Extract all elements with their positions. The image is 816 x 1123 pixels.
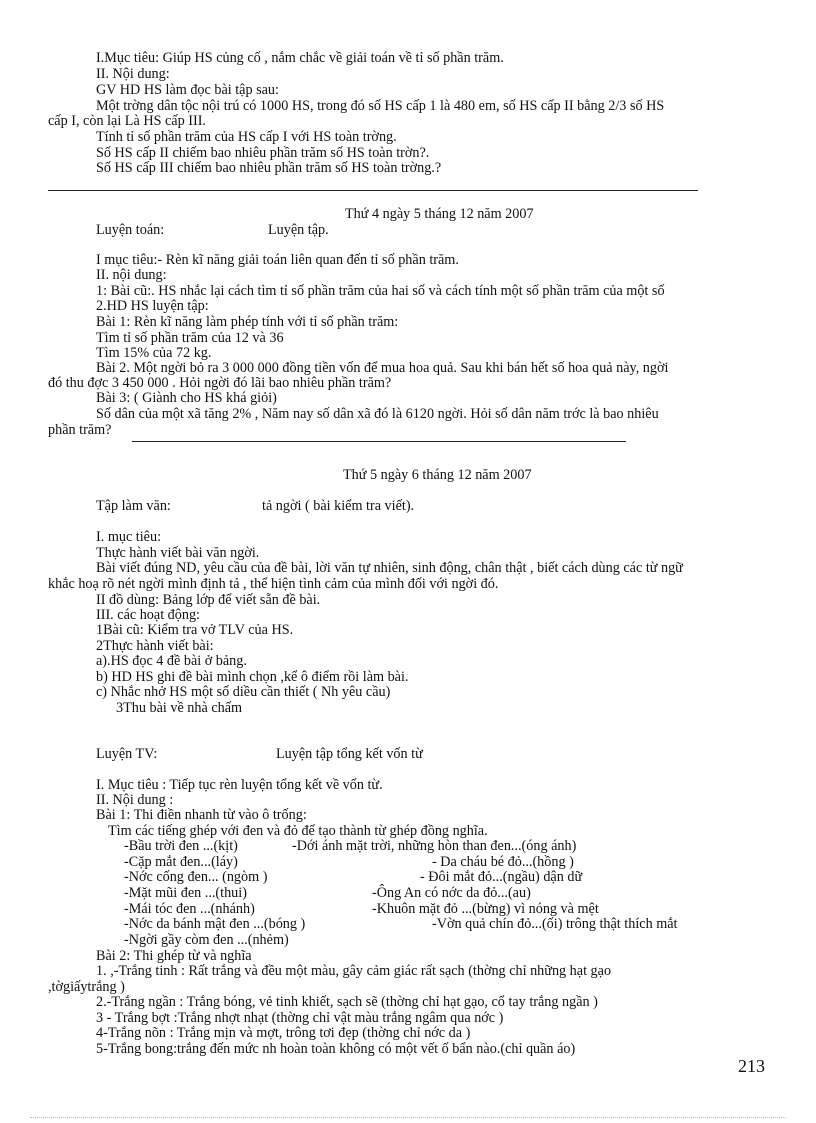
s2-line-9: đó thu đợc 3 450 000 . Hỏi ngời đó lãi bao nhiêu phần trăm? [48,375,392,391]
s4-subject: Luyện TV: [96,746,158,762]
divider-2 [132,441,626,442]
s3-subject: Tập làm văn: [96,498,171,514]
s3-line-8: 2Thực hành viết bài: [96,638,214,654]
word-pair-left-6: -Nớc da bánh mật đen ...(bóng ) [124,916,306,932]
s3-line-12: 3Thu bài về nhà chấm [116,700,243,716]
s4-line-2: II. Nội dung : [96,792,174,808]
s2-line-4: 2.HD HS luyện tập: [96,298,209,314]
s3-line-5: II đồ dùng: Bảng lớp để viết sẵn đề bài. [96,592,321,608]
s3-line-1: I. mục tiêu: [96,529,162,545]
word-pair-left-3: -Nớc cống đen... (ngòm ) [124,869,268,885]
s1-line-2: II. Nội dung: [96,66,170,82]
word-pair-left-1: -Bầu trời đen ...(kịt) [124,838,238,854]
s3-date: Thứ 5 ngày 6 tháng 12 năm 2007 [343,467,532,483]
word-pair-right-3: - Đôi mắt đỏ...(ngầu) dận dữ [420,869,583,885]
word-pair-left-4: -Mặt mũi đen ...(thui) [124,885,247,901]
s3-line-6: III. các hoạt động: [96,607,200,623]
s4-line-1: I. Mục tiêu : Tiếp tục rèn luyện tổng kết về vốn từ. [96,777,383,793]
word-pair-left-7: -Ngời gầy còm đen ...(nhẻm) [124,932,289,948]
s1-line-7: Số HS cấp II chiếm bao nhiêu phần trăm số HS toàn trờn?. [96,145,430,161]
s3-topic: tả ngời ( bài kiểm tra viết). [262,498,415,514]
s2-topic: Luyện tập. [268,222,329,238]
s4-line2-7: 5-Trắng bong:trắng đến mức nh hoàn toàn không có một vết ố bẩn nào.(chỉ quần áo) [96,1041,576,1057]
s4-line2-4: 2.-Trắng ngần : Trắng bóng, vẻ tinh khiết, sạch sẽ (thờng chỉ hạt gạo, cổ tay trắng ngần ) [96,994,598,1010]
s4-line2-5: 3 - Trắng bợt :Trắng nhợt nhạt (thờng chỉ vật màu trắng ngâm qua nớc ) [96,1010,504,1026]
word-pair-right-2: - Da cháu bé đỏ...(hồng ) [432,854,574,870]
s3-line-11: c) Nhắc nhở HS một số diều cần thiết ( Nh yêu cầu) [96,684,391,700]
s3-line-7: 1Bài cũ: Kiểm tra vở TLV của HS. [96,622,294,638]
s4-line2-3: ,tờgiấytrắng ) [48,979,125,995]
s1-line-8: Số HS cấp III chiếm bao nhiêu phần trăm số HS toàn trờng.? [96,160,442,176]
divider-1 [48,190,698,191]
s2-line-8: Bài 2. Một ngời bỏ ra 3 000 000 đồng tiền vốn để mua hoa quả. Sau khi bán hết số hoa quả này, ngời [96,360,669,376]
s4-line2-6: 4-Trắng nõn : Trắng mịn và mợt, trông tơi đẹp (thờng chỉ nớc da ) [96,1025,471,1041]
s1-line-6: Tính tỉ số phần trăm của HS cấp I với HS toàn trờng. [96,129,397,145]
s4-line-4: Tìm các tiếng ghép với đen và đỏ để tạo thành từ ghép đồng nghĩa. [108,823,488,839]
word-pair-right-1: -Dới ánh mặt trời, những hòn than đen...(óng ánh) [292,838,577,854]
s3-line-3: Bài viết đúng ND, yêu cầu của đề bài, lời văn tự nhiên, sinh động, chân thật , biết cách dùng các từ ngữ [96,560,683,576]
word-pair-left-5: -Mái tóc đen ...(nhánh) [124,901,255,917]
s2-line-6: Tìm tỉ số phần trăm của 12 và 36 [96,330,284,346]
s4-line2-2: 1. ,-Trắng tinh : Rất trắng và đều một màu, gây cảm giác rất sạch (thờng chỉ những hạt gạo [96,963,612,979]
word-pair-right-5: -Khuôn mặt đỏ ...(bừng) vì nóng và mệt [372,901,599,917]
s4-line2-1: Bài 2: Thi ghép từ và nghĩa [96,948,252,964]
s2-line-2: II. nội dung: [96,267,167,283]
s2-line-11: Số dân của một xã tăng 2% , Năm nay số dân xã đó là 6120 ngời. Hỏi số dân năm trớc là bao nhiêu [96,406,659,422]
word-pair-right-4: -Ông An có nớc da đỏ...(au) [372,885,531,901]
word-pair-left-2: -Cặp mắt đen...(láy) [124,854,238,870]
page-number: 213 [738,1056,765,1076]
s1-line-1: I.Mục tiêu: Giúp HS củng cố , nắm chắc về giải toán về tỉ số phần trăm. [96,50,504,66]
s2-line-3: 1: Bài cũ:. HS nhắc lại cách tìm tỉ số phần trăm của hai số và cách tính một số phần trăm của một số [96,283,665,299]
s2-date: Thứ 4 ngày 5 tháng 12 năm 2007 [345,206,534,222]
s1-line-3: GV HD HS làm đọc bài tập sau: [96,82,279,98]
s2-line-5: Bài 1: Rèn kĩ năng làm phép tính với tỉ số phần trăm: [96,314,399,330]
s3-line-10: b) HD HS ghi đề bài mình chọn ,kể ô điểm rồi làm bài. [96,669,409,685]
s2-line-10: Bài 3: ( Giành cho HS khá giỏi) [96,390,277,406]
s2-line-7: Tìm 15% của 72 kg. [96,345,212,361]
s4-line-3: Bài 1: Thi điền nhanh từ vào ô trống: [96,807,307,823]
s3-line-4: khắc hoạ rõ nét ngời mình định tả , thể hiện tình cảm của mình đối với ngời đó. [48,576,499,592]
word-pair-right-6: -Vờn quả chín đỏ...(ối) trông thật thích mắt [432,916,678,932]
s2-line-12: phần trăm? [48,422,112,438]
s1-line-5: cấp I, còn lại Là HS cấp III. [48,113,206,129]
s2-subject: Luyện toán: [96,222,165,238]
s1-line-4: Một trờng dân tộc nội trú có 1000 HS, trong đó số HS cấp 1 là 480 em, số HS cấp II bằng 2/3 số HS [96,98,665,114]
s3-line-9: a).HS đọc 4 đề bài ở bảng. [96,653,247,669]
s2-line-1: I mục tiêu:- Rèn kĩ năng giải toán liên quan đến tỉ số phần trăm. [96,252,459,268]
s3-line-2: Thực hành viết bài văn ngời. [96,545,260,561]
page-bottom-edge [30,1117,786,1118]
s4-topic: Luyện tập tổng kết vốn từ [276,746,423,762]
